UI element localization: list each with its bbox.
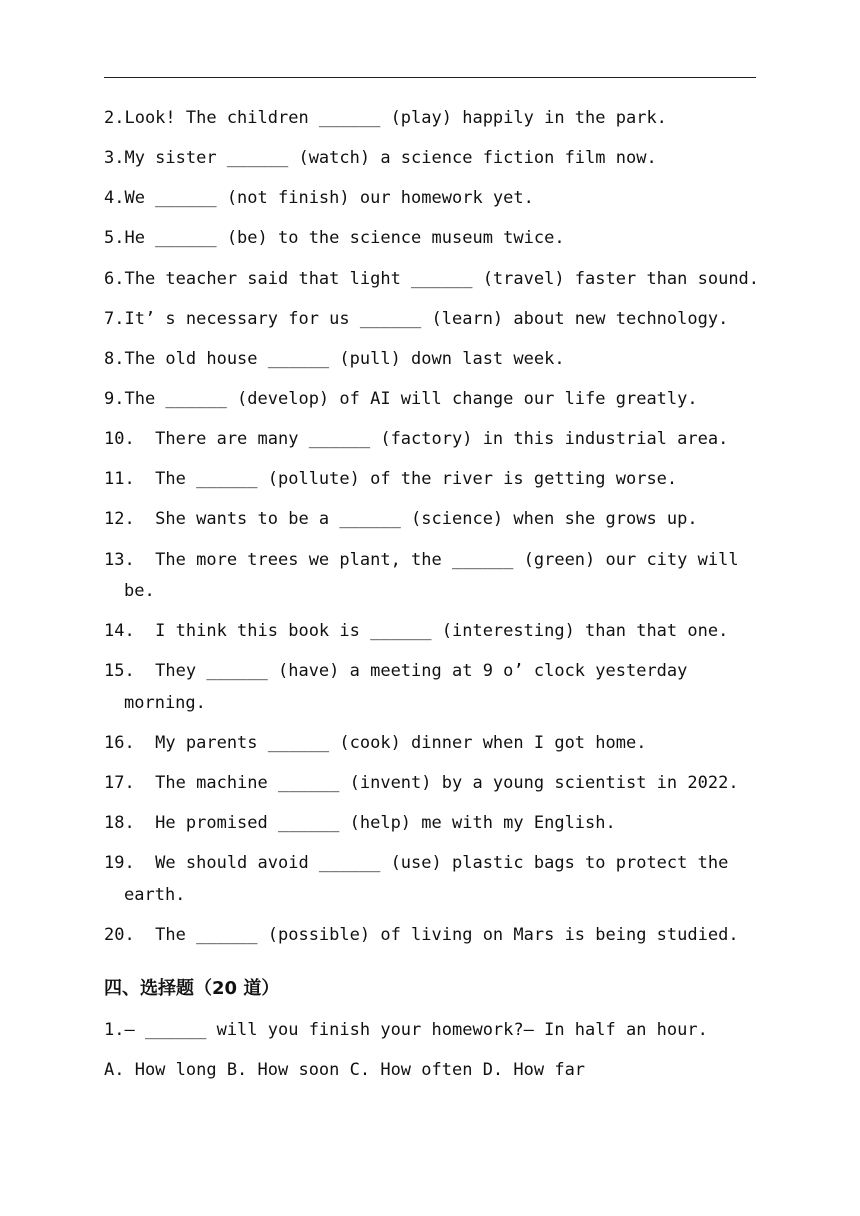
fill-in-item-4: 4.We ______ (not finish) our homework yet. [104,188,534,208]
choice-question-1: 1.— ______ will you finish your homework?— In half an hour. [104,1020,708,1040]
fill-in-item-2: 2.Look! The children ______ (play) happily in the park. [104,108,667,128]
fill-in-item-18: 18. He promised ______ (help) me with my English. [104,813,616,833]
fill-in-item-17: 17. The machine ______ (invent) by a young scientist in 2022. [104,773,739,793]
fill-in-item-15-continued: morning. [124,693,206,713]
fill-in-item-15: 15. They ______ (have) a meeting at 9 o’ clock yesterday [104,661,688,681]
fill-in-item-12: 12. She wants to be a ______ (science) when she grows up. [104,509,698,529]
fill-in-item-3: 3.My sister ______ (watch) a science fiction film now. [104,148,657,168]
fill-in-item-8: 8.The old house ______ (pull) down last week. [104,349,565,369]
fill-in-item-5: 5.He ______ (be) to the science museum twice. [104,228,565,248]
fill-in-item-19: 19. We should avoid ______ (use) plastic bags to protect the [104,853,729,873]
choice-question-1-options: A. How long B. How soon C. How often D. How far [104,1060,586,1080]
header-rule [104,77,756,78]
fill-in-item-14: 14. I think this book is ______ (interesting) than that one. [104,621,729,641]
fill-in-item-13-continued: be. [124,581,155,601]
fill-in-item-16: 16. My parents ______ (cook) dinner when I got home. [104,733,647,753]
fill-in-item-7: 7.It’ s necessary for us ______ (learn) about new technology. [104,309,729,329]
section-heading-choice: 四、选择题（20 道） [104,978,280,999]
fill-in-item-13: 13. The more trees we plant, the ______ (green) our city will [104,550,739,570]
fill-in-item-6: 6.The teacher said that light ______ (travel) faster than sound. [104,269,760,289]
fill-in-item-9: 9.The ______ (develop) of AI will change our life greatly. [104,389,698,409]
fill-in-item-10: 10. There are many ______ (factory) in this industrial area. [104,429,729,449]
fill-in-item-20: 20. The ______ (possible) of living on Mars is being studied. [104,925,739,945]
fill-in-item-11: 11. The ______ (pollute) of the river is getting worse. [104,469,678,489]
fill-in-item-19-continued: earth. [124,885,186,905]
